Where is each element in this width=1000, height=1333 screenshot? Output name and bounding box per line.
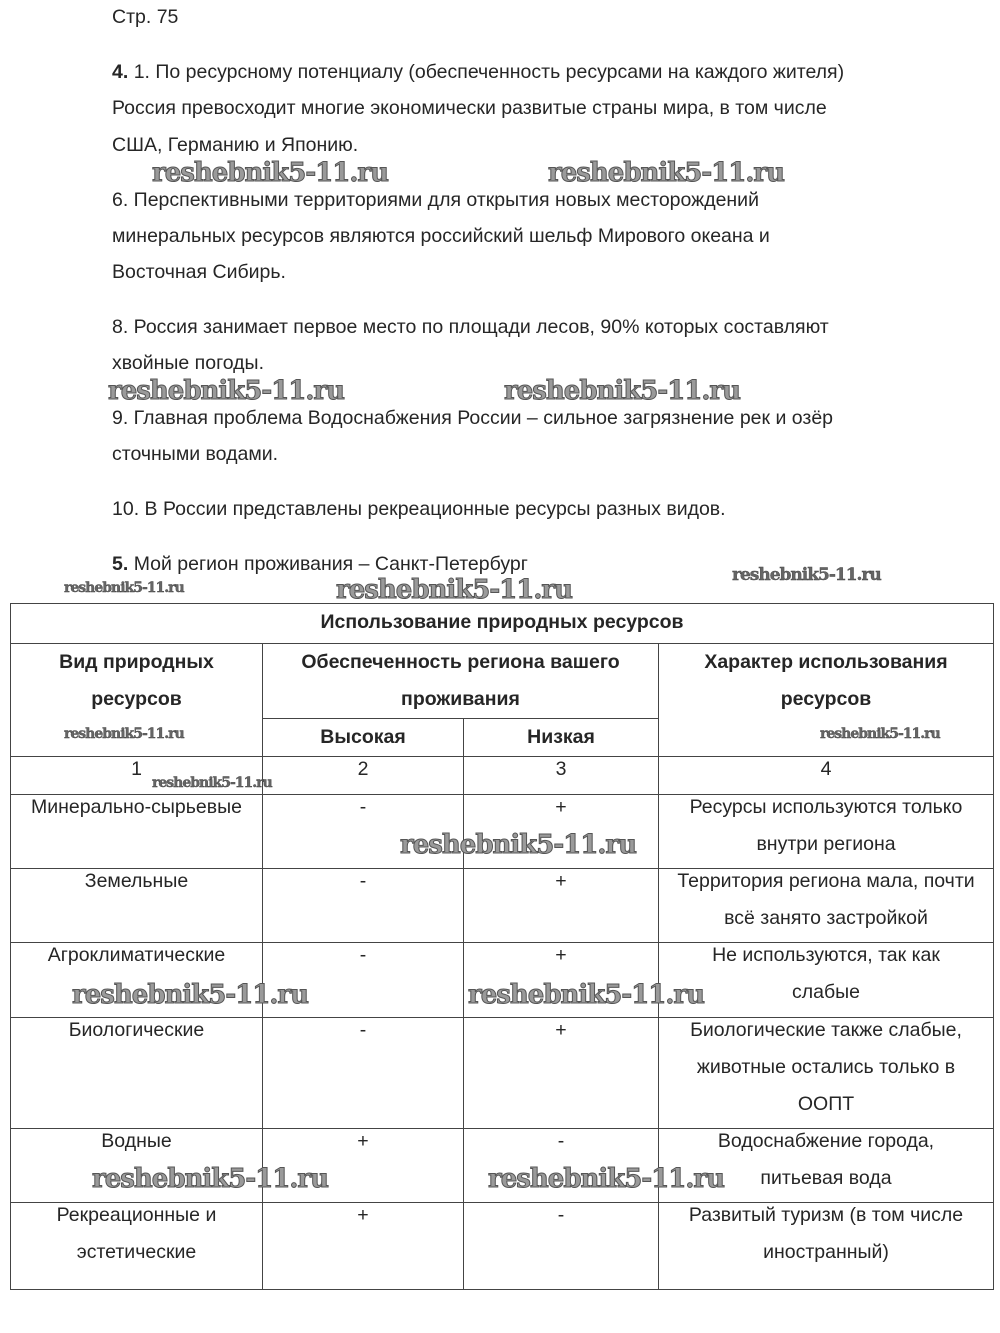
watermark: reshebnik5-11.ru [400, 830, 637, 860]
header-usage: Характер использования ресурсов [659, 644, 994, 757]
high-supply-cell: - [263, 943, 464, 1018]
paragraph-6-line: минеральных ресурсов являются российский шельф Мирового океана и [112, 225, 770, 247]
col-number: 3 [464, 757, 659, 795]
paragraph-9-line: 9. Главная проблема Водоснабжения России – сильное загрязнение рек и озёр [112, 407, 834, 429]
watermark: reshebnik5-11.ru [820, 726, 940, 742]
watermark: reshebnik5-11.ru [64, 580, 184, 596]
usage-cell: Не используются, так как слабые [659, 943, 994, 1018]
item-number: 4. [112, 61, 129, 83]
watermark: reshebnik5-11.ru [548, 158, 785, 188]
table-title: Использование природных ресурсов [11, 604, 994, 644]
high-supply-cell: - [263, 869, 464, 943]
low-supply-cell: - [464, 1203, 659, 1290]
text: 1. По ресурсному потенциалу (обеспеченность ресурсами на каждого жителя) [133, 61, 845, 83]
high-supply-cell: - [263, 795, 464, 869]
high-supply-cell: + [263, 1129, 464, 1203]
watermark: reshebnik5-11.ru [732, 565, 881, 585]
resource-type-cell: Водные [11, 1129, 263, 1203]
subheader-low: Низкая [464, 719, 659, 757]
resource-type-cell: Агроклиматические [11, 943, 263, 1018]
low-supply-cell: + [464, 1018, 659, 1129]
usage-cell: Водоснабжение города, питьевая вода [659, 1129, 994, 1203]
paragraph-6-line: 6. Перспективными территориями для открытия новых месторождений [112, 189, 759, 211]
usage-cell: Территория региона мала, почти всё занято застройкой [659, 869, 994, 943]
watermark: reshebnik5-11.ru [108, 376, 345, 406]
watermark: reshebnik5-11.ru [92, 1164, 329, 1194]
watermark: reshebnik5-11.ru [152, 775, 272, 791]
usage-cell: Ресурсы используются только внутри региона [659, 795, 994, 869]
paragraph-4-line [112, 60, 844, 84]
paragraph-4-line: Россия превосходит многие экономически развитые страны мира, в том числе [112, 97, 827, 119]
usage-cell: Развитый туризм (в том числе иностранный) [659, 1203, 994, 1290]
col-number: 2 [263, 757, 464, 795]
paragraph-9-line: сточными водами. [112, 443, 279, 465]
watermark: reshebnik5-11.ru [152, 158, 389, 188]
header-resource-type: Вид природных ресурсов [11, 644, 263, 757]
low-supply-cell: - [464, 1129, 659, 1203]
low-supply-cell: + [464, 869, 659, 943]
table-row [11, 1203, 994, 1290]
paragraph-8-line: хвойные погоды. [112, 352, 264, 374]
resource-type-cell: Земельные [11, 869, 263, 943]
paragraph-6-line: Восточная Сибирь. [112, 261, 286, 283]
paragraph-5-line [112, 552, 528, 576]
header-supply: Обеспеченность региона вашего проживания [263, 644, 659, 719]
table-row [11, 1018, 994, 1129]
watermark: reshebnik5-11.ru [72, 980, 309, 1010]
col-number: 1 [11, 757, 263, 795]
text: Мой регион проживания – Санкт-Петербург [133, 553, 528, 575]
page-label: Стр. 75 [112, 6, 179, 28]
low-supply-cell: + [464, 795, 659, 869]
resource-type-cell: Рекреационные и эстетические [11, 1203, 263, 1290]
paragraph-8-line: 8. Россия занимает первое место по площади лесов, 90% которых составляют [112, 316, 829, 338]
usage-cell: Биологические также слабые, животные остались только в ООПТ [659, 1018, 994, 1129]
subheader-high: Высокая [263, 719, 464, 757]
watermark: reshebnik5-11.ru [504, 376, 741, 406]
watermark: reshebnik5-11.ru [64, 726, 184, 742]
low-supply-cell: + [464, 943, 659, 1018]
resource-type-cell: Минерально-сырьевые [11, 795, 263, 869]
high-supply-cell: + [263, 1203, 464, 1290]
item-number: 5. [112, 553, 129, 575]
table-row [11, 869, 994, 943]
high-supply-cell: - [263, 1018, 464, 1129]
watermark: reshebnik5-11.ru [488, 1164, 725, 1194]
col-number: 4 [659, 757, 994, 795]
paragraph-4-line: США, Германию и Японию. [112, 134, 359, 156]
paragraph-10-line: 10. В России представлены рекреационные ресурсы разных видов. [112, 498, 726, 520]
watermark: reshebnik5-11.ru [468, 980, 705, 1010]
watermark: reshebnik5-11.ru [336, 575, 573, 605]
resource-type-cell: Биологические [11, 1018, 263, 1129]
